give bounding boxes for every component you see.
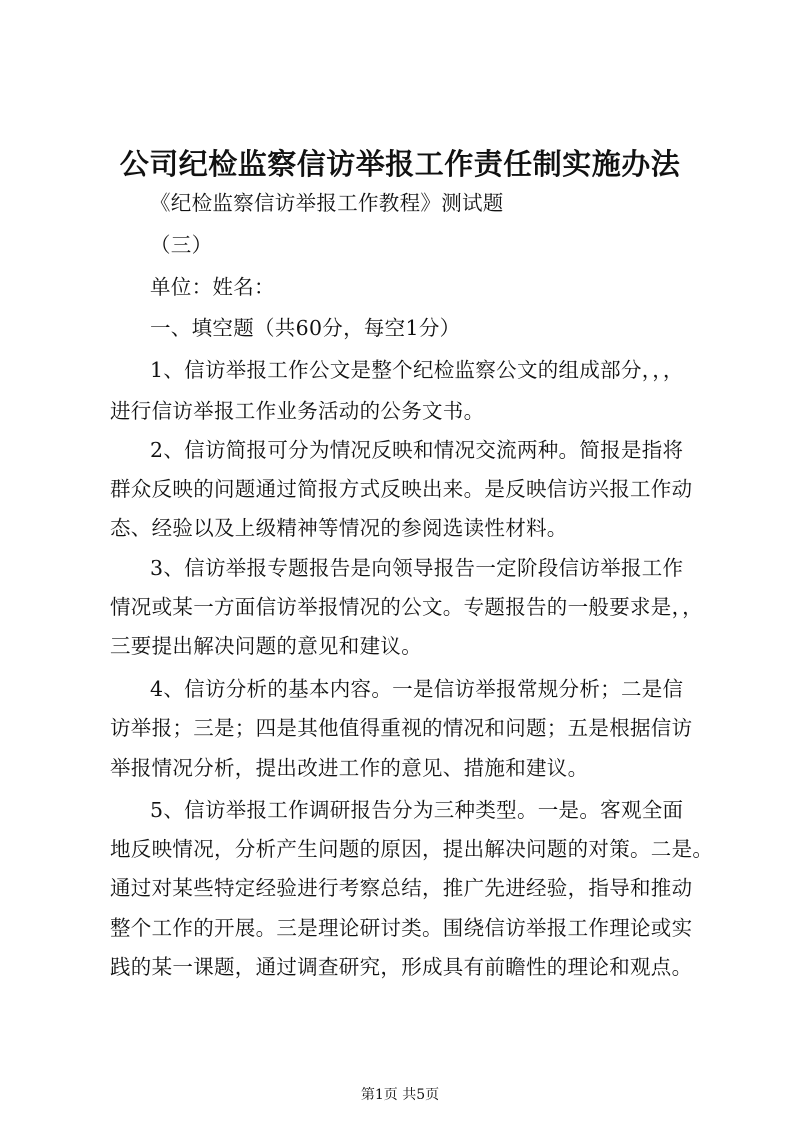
paragraph-line: 4、信访分析的基本内容。一是信访举报常规分析；二是信 [150,677,684,701]
paragraph-line: 整个工作的开展。三是理论研讨类。围绕信访举报工作理论或实 [110,916,693,940]
paragraph-line: 1、信访举报工作公文是整个纪检监察公文的组成部分，，， [150,358,684,382]
paragraph-line: 举报情况分析，提出改进工作的意见、措施和建议。 [110,756,589,780]
page-footer: 第1页 共5页 [360,1087,440,1103]
paragraph-line: 3、信访举报专题报告是向领导报告一定阶段信访举报工作 [150,556,684,580]
paragraph-line: 5、信访举报工作调研报告分为三种类型。一是。客观全面 [150,798,684,822]
document-title: 公司纪检监察信访举报工作责任制实施办法 [119,147,681,181]
paragraph-line: 群众反映的问题通过简报方式反映出来。是反映信访兴报工作动 [110,477,693,501]
unit-name-line: 单位：姓名： [150,275,275,299]
paragraph-line: 通过对某些特定经验进行考察总结，推广先进经验，指导和推动 [110,876,693,900]
paragraph-line: 2、信访简报可分为情况反映和情况交流两种。简报是指将 [150,438,684,462]
paragraph-line: 践的某一课题，通过调查研究，形成具有前瞻性的理论和观点。 [110,955,693,979]
paragraph-line: 情况或某一方面信访举报情况的公文。专题报告的一般要求是，， [110,595,703,619]
paragraph-line: 地反映情况，分析产生问题的原因，提出解决问题的对策。二是。 [110,837,714,861]
subtitle-line: 《纪检监察信访举报工作教程》测试题 [150,191,504,215]
paragraph-line: 访举报；三是；四是其他值得重视的情况和问题；五是根据信访 [110,716,693,740]
paragraph-line: 态、经验以及上级精神等情况的参阅选读性材料。 [110,516,568,540]
paragraph-line: 进行信访举报工作业务活动的公务文书。 [110,399,485,423]
section-number-line: （三） [150,233,213,257]
section-heading: 一、填空题（共60分，每空1分） [150,316,461,340]
paragraph-line: 三要提出解决问题的意见和建议。 [110,634,422,658]
